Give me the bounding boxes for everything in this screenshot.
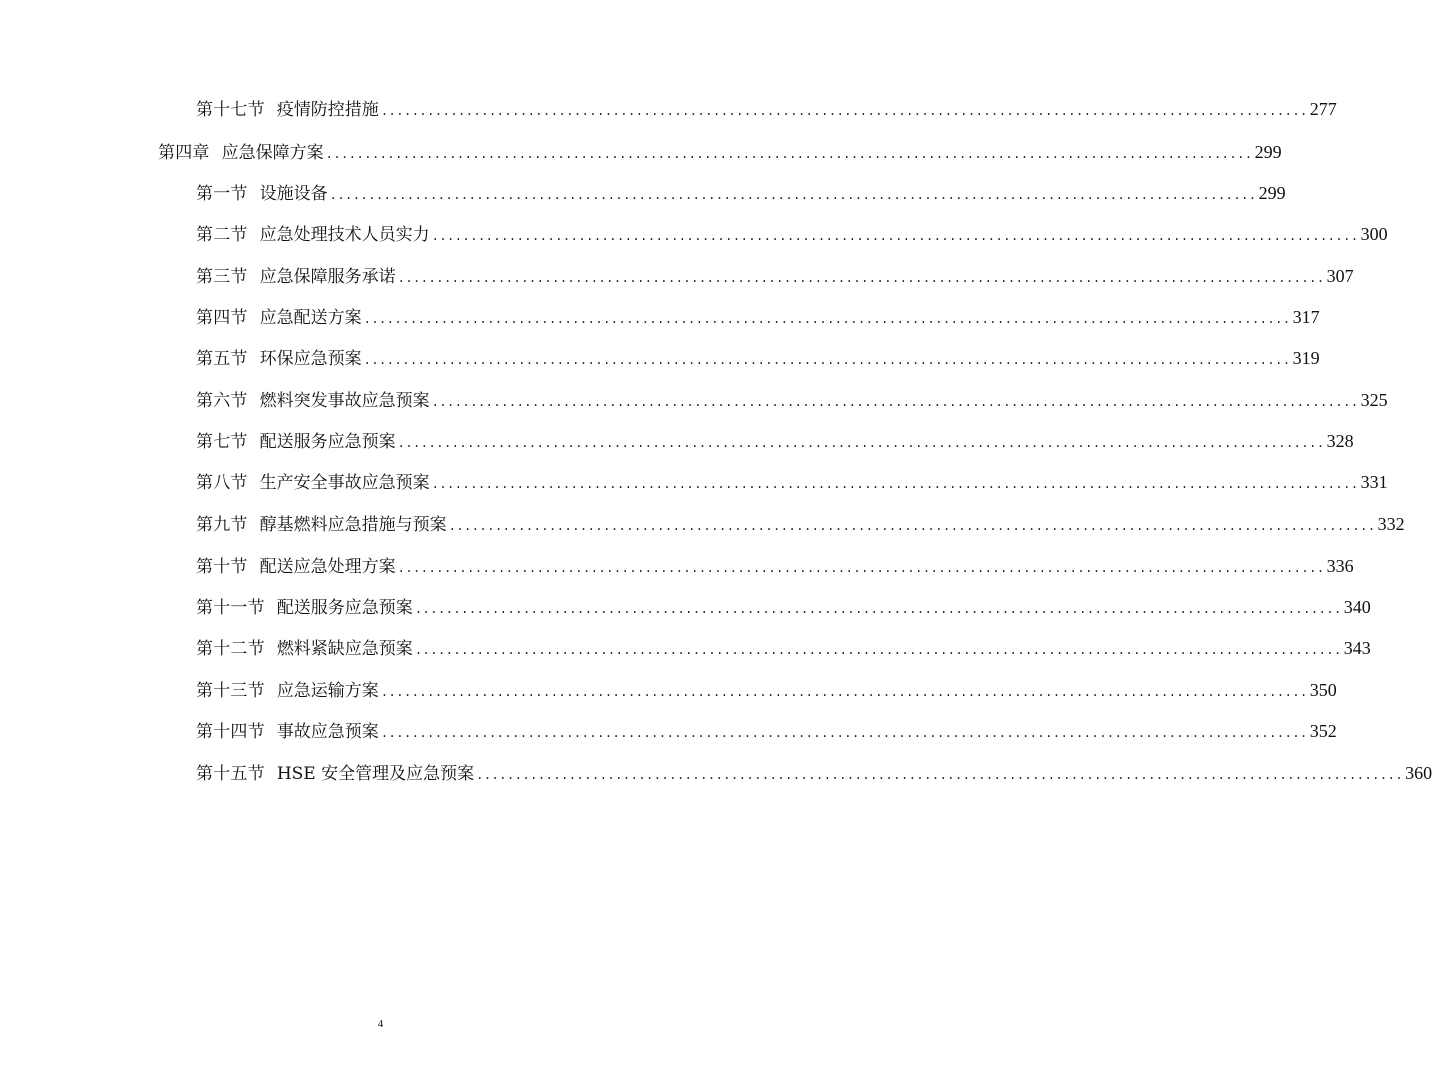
toc-entry-title: 生产安全事故应急预案: [259, 473, 430, 493]
toc-entry-page: 350: [1309, 680, 1337, 700]
toc-leader-dots: ........................................................................................................................: [431, 229, 1359, 243]
toc-leader-dots: ........................................................................................................................: [397, 436, 1325, 450]
toc-leader-dots: ........................................................................................................................: [448, 519, 1376, 533]
toc-entry-page: 328: [1326, 431, 1354, 451]
toc-leader-dots: ........................................................................................................................: [380, 104, 1308, 118]
toc-entry-label: 第四章: [158, 143, 210, 163]
toc-chapter-entry[interactable]: [158, 139, 1282, 165]
toc-entry-label: 第八节: [196, 473, 248, 493]
toc-entry-label: 第十节: [196, 557, 248, 577]
toc-entry-label: 第十四节: [196, 722, 265, 742]
toc-entry-page: 332: [1377, 514, 1405, 534]
toc-entry-title: 配送服务应急预案: [259, 432, 396, 452]
toc-entry-page: 360: [1405, 763, 1432, 783]
toc-leader-dots: ........................................................................................................................: [380, 726, 1308, 740]
toc-leader-dots: ........................................................................................................................: [329, 188, 1257, 202]
toc-entry[interactable]: [196, 304, 1320, 330]
toc-entry[interactable]: [196, 221, 1388, 247]
toc-entry-label: 第九节: [196, 515, 248, 535]
toc-entry-title: 燃料紧缺应急预案: [276, 639, 413, 659]
toc-entry-title: 应急配送方案: [259, 308, 362, 328]
toc-entry-page: 352: [1309, 721, 1337, 741]
toc-entry-page: 300: [1360, 224, 1388, 244]
toc-entry-title: 疫情防控措施: [276, 100, 379, 120]
toc-entry-label: 第六节: [196, 391, 248, 411]
toc-entry-label: 第十二节: [196, 639, 265, 659]
toc-entry-title: 应急保障服务承诺: [259, 267, 396, 287]
toc-entry-page: 307: [1326, 266, 1354, 286]
toc-leader-dots: ........................................................................................................................: [325, 147, 1253, 161]
toc-entry-page: 277: [1309, 99, 1337, 119]
toc-entry-title: 应急运输方案: [276, 681, 379, 701]
toc-leader-dots: ........................................................................................................................: [431, 477, 1359, 491]
toc-entry-label: 第四节: [196, 308, 248, 328]
toc-entry-title: 环保应急预案: [259, 349, 362, 369]
page-number: 4: [377, 1018, 384, 1030]
toc-entry-title: 配送服务应急预案: [276, 598, 413, 618]
toc-entry-label: 第十一节: [196, 598, 265, 618]
toc-leader-dots: ........................................................................................................................: [397, 561, 1325, 575]
toc-entry[interactable]: [196, 387, 1388, 413]
toc-entry[interactable]: [196, 345, 1320, 371]
toc-entry-page: 331: [1360, 472, 1388, 492]
toc-entry-title: 醇基燃料应急措施与预案: [259, 515, 447, 535]
toc-entry[interactable]: [196, 718, 1337, 744]
toc-leader-dots: ........................................................................................................................: [431, 395, 1359, 409]
toc-leader-dots: ........................................................................................................................: [414, 643, 1342, 657]
toc-entry[interactable]: [196, 594, 1371, 620]
toc-entry[interactable]: [196, 553, 1354, 579]
toc-entry-page: 343: [1343, 638, 1371, 658]
toc-leader-dots: ........................................................................................................................: [397, 271, 1325, 285]
toc-entry[interactable]: [196, 635, 1371, 661]
toc-entry-title: 事故应急预案: [276, 722, 379, 742]
toc-entry-page: 319: [1292, 348, 1320, 368]
toc-entry-label: 第十七节: [196, 100, 265, 120]
toc-entry[interactable]: [196, 469, 1388, 495]
toc-entry-page: 336: [1326, 556, 1354, 576]
toc-entry-label: 第二节: [196, 225, 248, 245]
toc-entry-title: 燃料突发事故应急预案: [259, 391, 430, 411]
toc-entry-label: 第七节: [196, 432, 248, 452]
toc-entry-label: 第三节: [196, 267, 248, 287]
toc-entry-page: 299: [1258, 183, 1286, 203]
toc-entry[interactable]: [196, 428, 1354, 454]
toc-leader-dots: ........................................................................................................................: [363, 312, 1291, 326]
toc-entry-page: 317: [1292, 307, 1320, 327]
toc-entry-title: 配送应急处理方案: [259, 557, 396, 577]
toc-entry[interactable]: [196, 677, 1337, 703]
toc-leader-dots: ........................................................................................................................: [476, 768, 1404, 782]
toc-entry[interactable]: [196, 511, 1405, 537]
toc-entry-title: 应急处理技术人员实力: [259, 225, 430, 245]
toc-entry-page: 325: [1360, 390, 1388, 410]
toc-entry-label: 第一节: [196, 184, 248, 204]
toc-leader-dots: ........................................................................................................................: [363, 353, 1291, 367]
toc-entry-label: 第五节: [196, 349, 248, 369]
toc-entry[interactable]: [196, 760, 1432, 786]
toc-entry-page: 299: [1254, 142, 1282, 162]
toc-entry[interactable]: [196, 263, 1354, 289]
toc-leader-dots: ........................................................................................................................: [414, 602, 1342, 616]
toc-entry[interactable]: [196, 96, 1337, 122]
toc-entry-page: 340: [1343, 597, 1371, 617]
toc-leader-dots: ........................................................................................................................: [380, 685, 1308, 699]
toc-entry-label: 第十三节: [196, 681, 265, 701]
toc-entry-title: HSE 安全管理及应急预案: [276, 764, 475, 784]
toc-entry-label: 第十五节: [196, 764, 265, 784]
toc-entry[interactable]: [196, 180, 1286, 206]
toc-entry-title: 设施设备: [259, 184, 328, 204]
toc-entry-title: 应急保障方案: [221, 143, 324, 163]
